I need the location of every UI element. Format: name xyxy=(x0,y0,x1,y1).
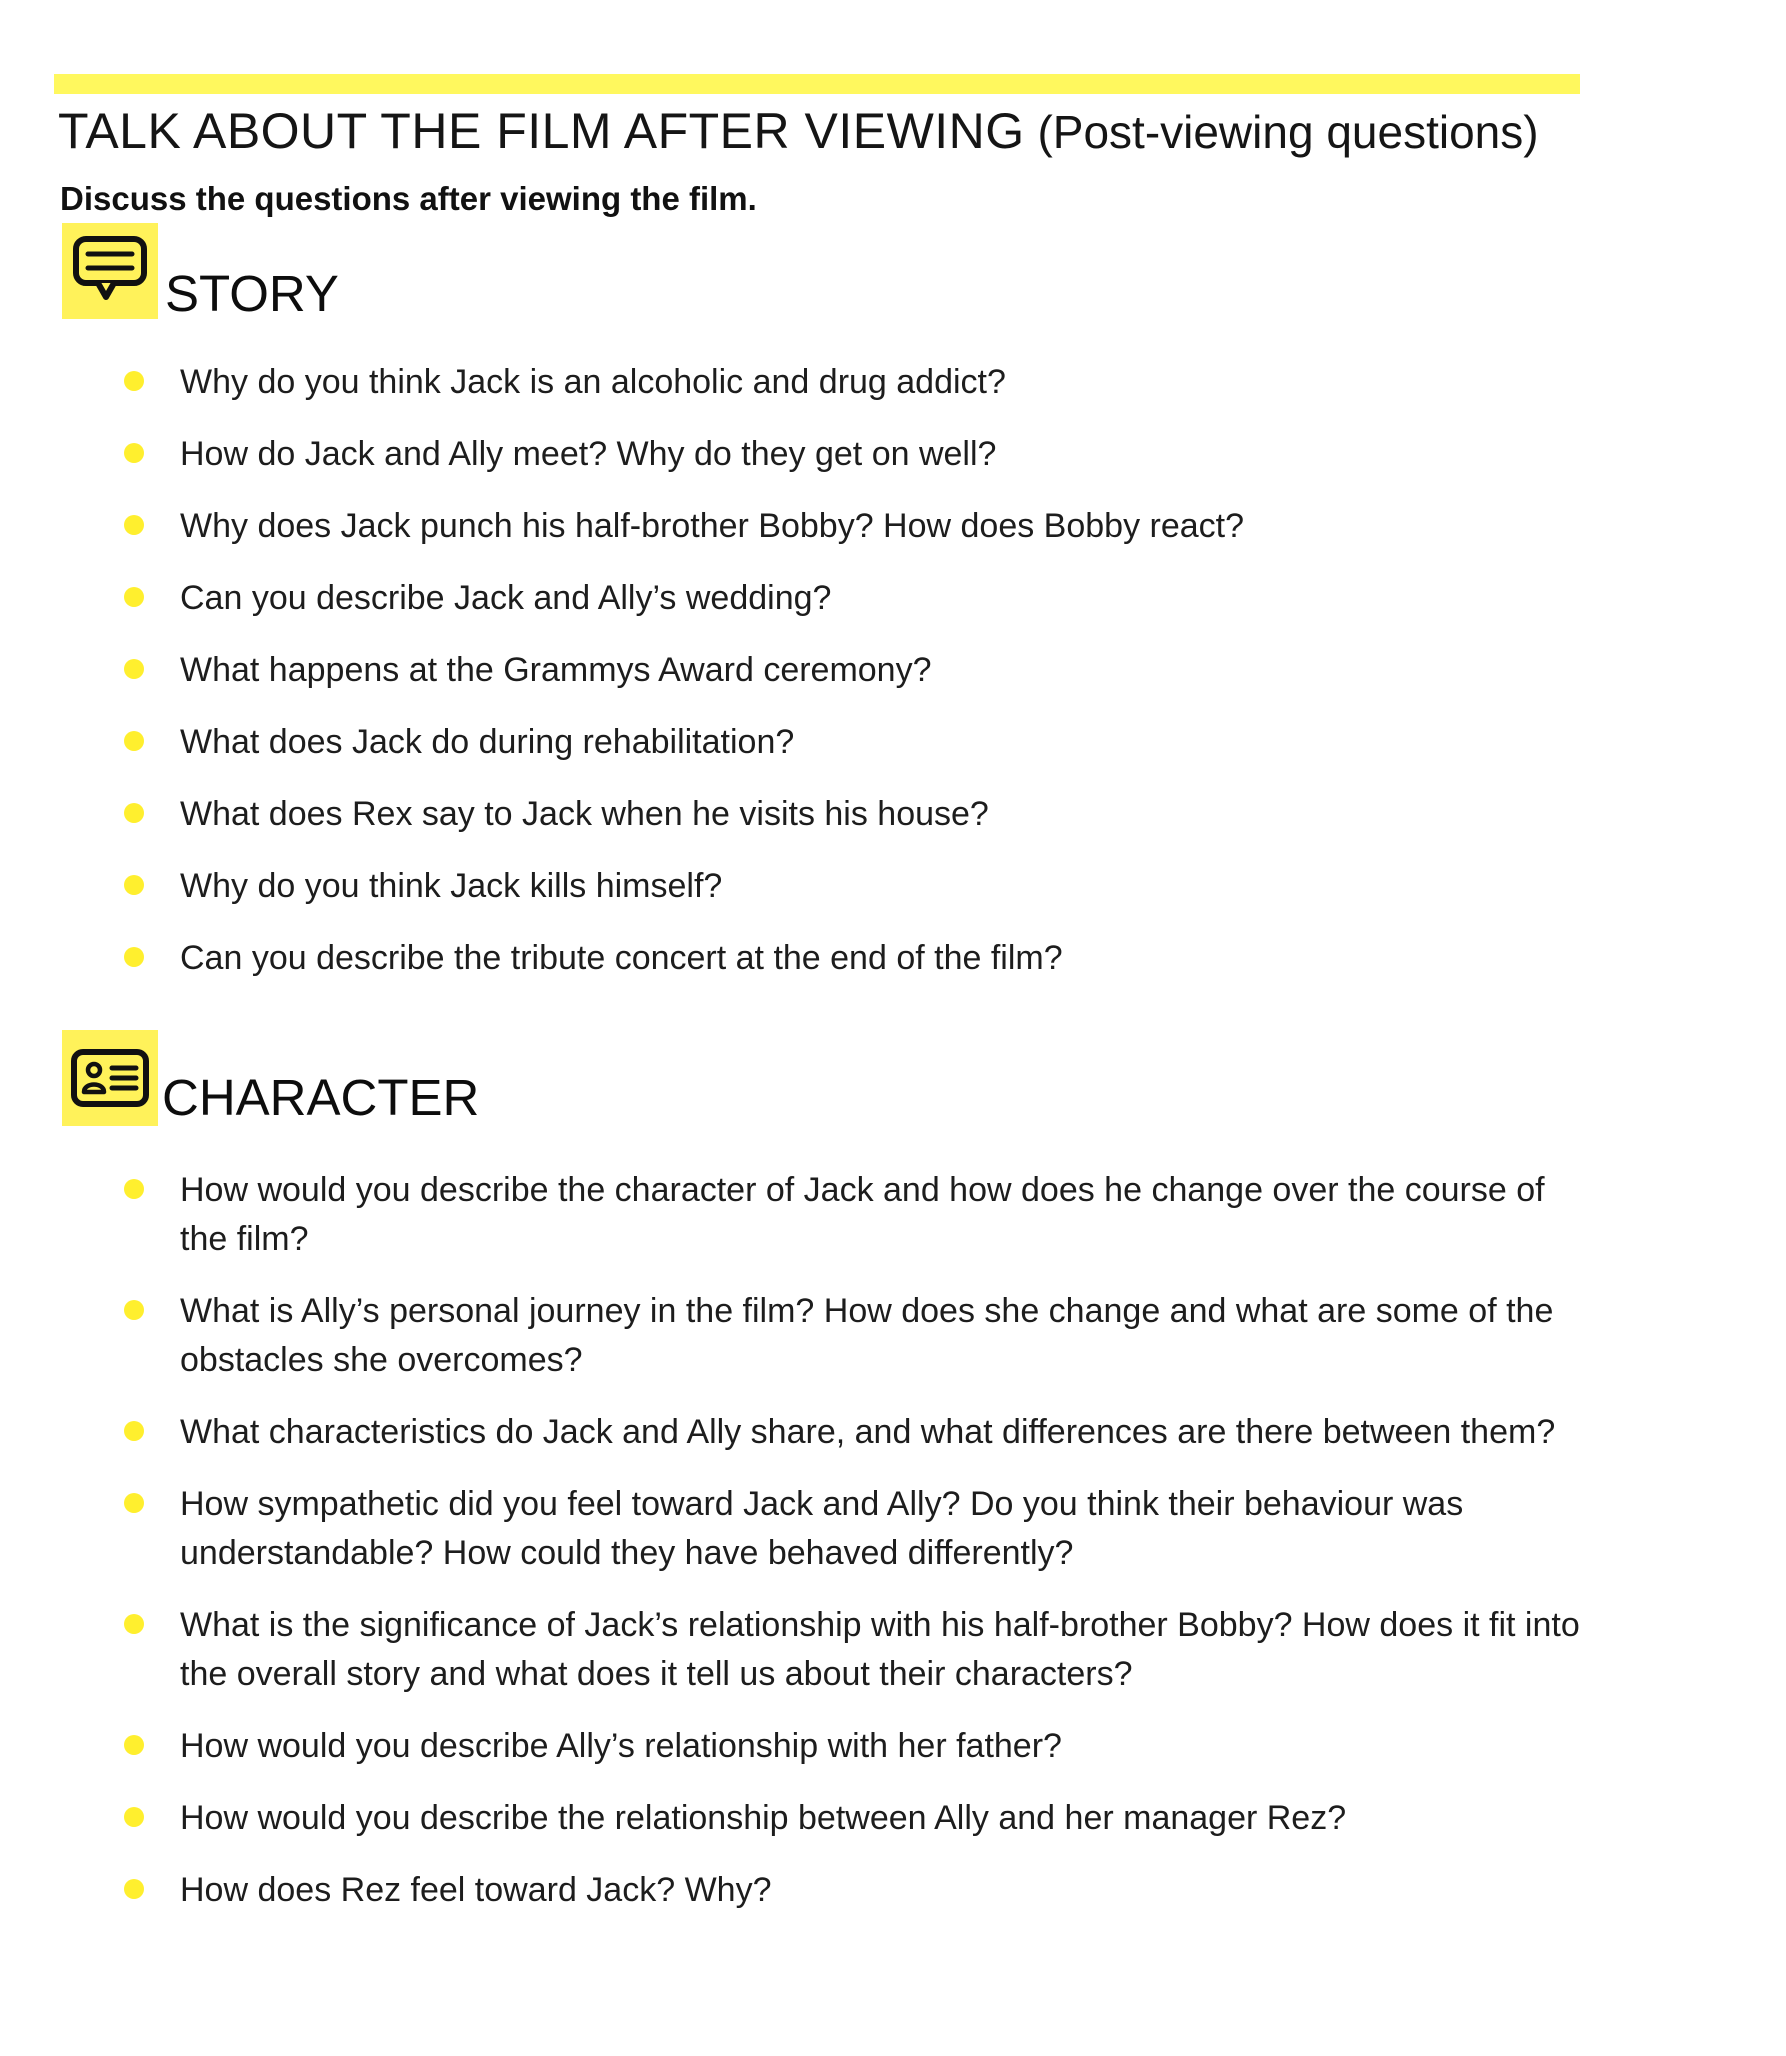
character-question-item xyxy=(0,1166,1600,1264)
character-question-item xyxy=(0,1722,1600,1771)
story-question-item xyxy=(0,646,1600,695)
speech-bubble-icon xyxy=(62,223,158,319)
story-question-item xyxy=(0,574,1600,623)
story-question-text: Can you describe Jack and Ally’s wedding? xyxy=(180,579,832,617)
id-card-icon xyxy=(62,1030,158,1126)
story-question-text: Why does Jack punch his half-brother Bobby? How does Bobby react? xyxy=(180,507,1245,545)
story-question-text: What does Rex say to Jack when he visits his house? xyxy=(180,795,989,833)
character-heading: CHARACTER xyxy=(162,1069,480,1126)
story-question-text: What happens at the Grammys Award ceremony? xyxy=(180,651,932,689)
story-question-item xyxy=(0,430,1600,479)
bullet-dot-icon xyxy=(124,1300,144,1320)
character-question-item xyxy=(0,1601,1600,1699)
character-question-text: How would you describe Ally’s relationship with her father? xyxy=(180,1727,1062,1765)
story-question-item xyxy=(0,358,1600,407)
bullet-dot-icon xyxy=(124,1493,144,1513)
bullet-dot-icon xyxy=(124,1879,144,1899)
bullet-dot-icon xyxy=(124,803,144,823)
character-question-text: How sympathetic did you feel toward Jack and Ally? Do you think their behaviour was understandable? How could they have behaved differently? xyxy=(180,1485,1464,1572)
character-question-item xyxy=(0,1480,1600,1578)
bullet-dot-icon xyxy=(124,659,144,679)
story-question-text: Why do you think Jack kills himself? xyxy=(180,867,723,905)
bullet-dot-icon xyxy=(124,1614,144,1634)
character-question-item xyxy=(0,1287,1600,1385)
top-yellow-rule xyxy=(54,74,1580,94)
bullet-dot-icon xyxy=(124,1421,144,1441)
character-question-text: What characteristics do Jack and Ally share, and what differences are there between them? xyxy=(180,1413,1556,1451)
character-question-text: How does Rez feel toward Jack? Why? xyxy=(180,1871,772,1909)
page-title-main: TALK ABOUT THE FILM AFTER VIEWING xyxy=(58,103,1025,159)
bullet-dot-icon xyxy=(124,1807,144,1827)
bullet-dot-icon xyxy=(124,515,144,535)
character-question-text: How would you describe the relationship between Ally and her manager Rez? xyxy=(180,1799,1347,1837)
story-question-text: How do Jack and Ally meet? Why do they get on well? xyxy=(180,435,997,473)
page-title xyxy=(58,103,1539,159)
story-question-item xyxy=(0,718,1600,767)
page-title-sub: (Post-viewing questions) xyxy=(1024,106,1539,158)
character-question-text: What is the significance of Jack’s relationship with his half-brother Bobby? How does it fit into the overall story and what does it tell us about their characters? xyxy=(180,1606,1580,1693)
character-question-list xyxy=(0,1166,1600,1938)
story-question-text: Why do you think Jack is an alcoholic and drug addict? xyxy=(180,363,1006,401)
bullet-dot-icon xyxy=(124,371,144,391)
bullet-dot-icon xyxy=(124,875,144,895)
bullet-dot-icon xyxy=(124,731,144,751)
bullet-dot-icon xyxy=(124,443,144,463)
character-question-text: How would you describe the character of Jack and how does he change over the course of the film? xyxy=(180,1171,1545,1258)
story-question-list xyxy=(0,358,1600,1006)
character-question-item xyxy=(0,1866,1600,1915)
bullet-dot-icon xyxy=(124,1735,144,1755)
story-question-item xyxy=(0,862,1600,911)
bullet-dot-icon xyxy=(124,947,144,967)
bullet-dot-icon xyxy=(124,1179,144,1199)
character-question-item xyxy=(0,1408,1600,1457)
character-question-text: What is Ally’s personal journey in the film? How does she change and what are some of the obstacles she overcomes? xyxy=(180,1292,1554,1379)
story-heading: STORY xyxy=(165,265,339,322)
story-question-text: What does Jack do during rehabilitation? xyxy=(180,723,795,761)
story-question-item xyxy=(0,502,1600,551)
character-question-item xyxy=(0,1794,1600,1843)
bullet-dot-icon xyxy=(124,587,144,607)
story-question-item xyxy=(0,934,1600,983)
story-question-item xyxy=(0,790,1600,839)
story-question-text: Can you describe the tribute concert at the end of the film? xyxy=(180,939,1063,977)
page-subtitle: Discuss the questions after viewing the film. xyxy=(60,180,757,217)
